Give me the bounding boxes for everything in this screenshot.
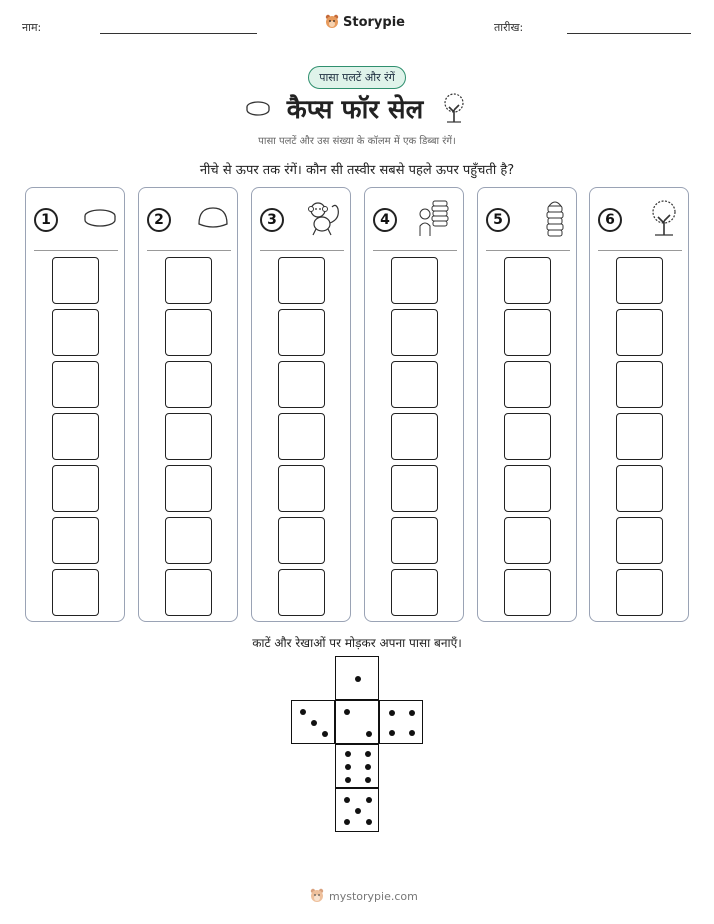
color-box[interactable] — [278, 465, 325, 512]
color-box[interactable] — [391, 413, 438, 460]
column-number: 4 — [373, 208, 397, 232]
page-title: कैप्स फॉर सेल — [286, 95, 424, 125]
brand-logo — [325, 14, 405, 30]
cap-icon — [82, 205, 118, 235]
die-pip — [366, 797, 372, 803]
column-header — [373, 202, 457, 238]
tag-wrap — [0, 66, 714, 89]
die-face-2 — [335, 700, 379, 744]
color-box[interactable] — [616, 257, 663, 304]
color-box[interactable] — [165, 569, 212, 616]
color-box[interactable] — [504, 517, 551, 564]
color-box[interactable] — [616, 361, 663, 408]
die-pip — [365, 764, 371, 770]
die-pip — [355, 808, 361, 814]
die-pip — [389, 710, 395, 716]
column-divider — [260, 250, 344, 251]
bear-logo-icon — [310, 888, 324, 904]
dice-column — [364, 187, 464, 622]
die-pip — [409, 730, 415, 736]
column-number: 3 — [260, 208, 284, 232]
date-label: तारीख: — [494, 21, 524, 34]
color-box[interactable] — [504, 413, 551, 460]
die-pip — [344, 797, 350, 803]
color-box[interactable] — [52, 309, 99, 356]
color-box[interactable] — [52, 569, 99, 616]
color-box[interactable] — [278, 361, 325, 408]
color-box[interactable] — [278, 257, 325, 304]
color-box[interactable] — [391, 309, 438, 356]
die-face-5 — [335, 788, 379, 832]
dice-column — [251, 187, 351, 622]
bear-logo-icon — [325, 14, 339, 30]
color-box[interactable] — [165, 517, 212, 564]
die-pip — [409, 710, 415, 716]
color-box[interactable] — [165, 309, 212, 356]
die-face-3 — [291, 700, 335, 744]
column-header — [598, 202, 682, 238]
column-number: 2 — [147, 208, 171, 232]
die-pip — [366, 731, 372, 737]
instruction-text: नीचे से ऊपर तक रंगें। कौन सी तस्वीर सबसे पहले ऊपर पहुँचती है? — [199, 163, 515, 178]
color-box[interactable] — [52, 257, 99, 304]
die-pip — [365, 777, 371, 783]
date-line[interactable] — [567, 33, 691, 34]
die-instruction: काटें और रेखाओं पर मोड़कर अपना पासा बनाएँ। — [252, 636, 462, 650]
color-box[interactable] — [52, 413, 99, 460]
die-pip — [300, 709, 306, 715]
color-box[interactable] — [504, 257, 551, 304]
color-box[interactable] — [391, 569, 438, 616]
color-box[interactable] — [504, 465, 551, 512]
die-pip — [345, 751, 351, 757]
dice-column — [138, 187, 238, 622]
footer-url[interactable]: mystorypie.com — [329, 889, 418, 903]
die-pip — [365, 751, 371, 757]
color-box[interactable] — [165, 465, 212, 512]
cap-icon — [245, 98, 271, 118]
color-box[interactable] — [616, 517, 663, 564]
die-face-1 — [335, 656, 379, 700]
color-box[interactable] — [165, 257, 212, 304]
peddler-icon — [417, 198, 457, 242]
die-pip — [345, 777, 351, 783]
color-box[interactable] — [278, 569, 325, 616]
color-box[interactable] — [391, 257, 438, 304]
color-box[interactable] — [616, 413, 663, 460]
footer — [310, 888, 418, 904]
color-box[interactable] — [504, 361, 551, 408]
dice-column — [25, 187, 125, 622]
color-box[interactable] — [616, 465, 663, 512]
color-box[interactable] — [278, 413, 325, 460]
die-pip — [389, 730, 395, 736]
dice-column — [477, 187, 577, 622]
color-box[interactable] — [165, 413, 212, 460]
die-pip — [344, 709, 350, 715]
monkey-icon — [304, 199, 344, 241]
brand-name: Storypie — [343, 14, 405, 30]
tree-icon — [439, 92, 469, 124]
column-header — [260, 202, 344, 238]
die-face-4 — [379, 700, 423, 744]
column-header — [147, 202, 231, 238]
color-box[interactable] — [52, 361, 99, 408]
color-box[interactable] — [278, 309, 325, 356]
column-header — [34, 202, 118, 238]
subtitle: पासा पलटें और उस संख्या के कॉलम में एक डिब्बा रंगें। — [258, 136, 456, 147]
column-divider — [598, 250, 682, 251]
name-label: नाम: — [22, 21, 42, 34]
color-box[interactable] — [52, 517, 99, 564]
color-box[interactable] — [391, 361, 438, 408]
title-row — [0, 90, 714, 126]
activity-tag: पासा पलटें और रंगें — [308, 66, 406, 89]
die-face-6 — [335, 744, 379, 788]
column-divider — [34, 250, 118, 251]
dice-column — [589, 187, 689, 622]
cap-round-icon — [195, 204, 231, 236]
color-box[interactable] — [391, 465, 438, 512]
column-divider — [486, 250, 570, 251]
color-box[interactable] — [278, 517, 325, 564]
tree-icon — [646, 199, 682, 241]
die-pip — [355, 676, 361, 682]
color-box[interactable] — [52, 465, 99, 512]
die-pip — [366, 819, 372, 825]
die-pip — [311, 720, 317, 726]
name-line[interactable] — [100, 33, 257, 34]
column-divider — [373, 250, 457, 251]
die-pip — [322, 731, 328, 737]
column-number: 1 — [34, 208, 58, 232]
die-pip — [344, 819, 350, 825]
column-header — [486, 202, 570, 238]
color-box[interactable] — [391, 517, 438, 564]
cap-stack-icon — [540, 198, 570, 242]
column-divider — [147, 250, 231, 251]
color-box[interactable] — [504, 309, 551, 356]
column-number: 6 — [598, 208, 622, 232]
die-pip — [345, 764, 351, 770]
color-box[interactable] — [616, 309, 663, 356]
color-box[interactable] — [504, 569, 551, 616]
color-box[interactable] — [165, 361, 212, 408]
column-number: 5 — [486, 208, 510, 232]
color-box[interactable] — [616, 569, 663, 616]
